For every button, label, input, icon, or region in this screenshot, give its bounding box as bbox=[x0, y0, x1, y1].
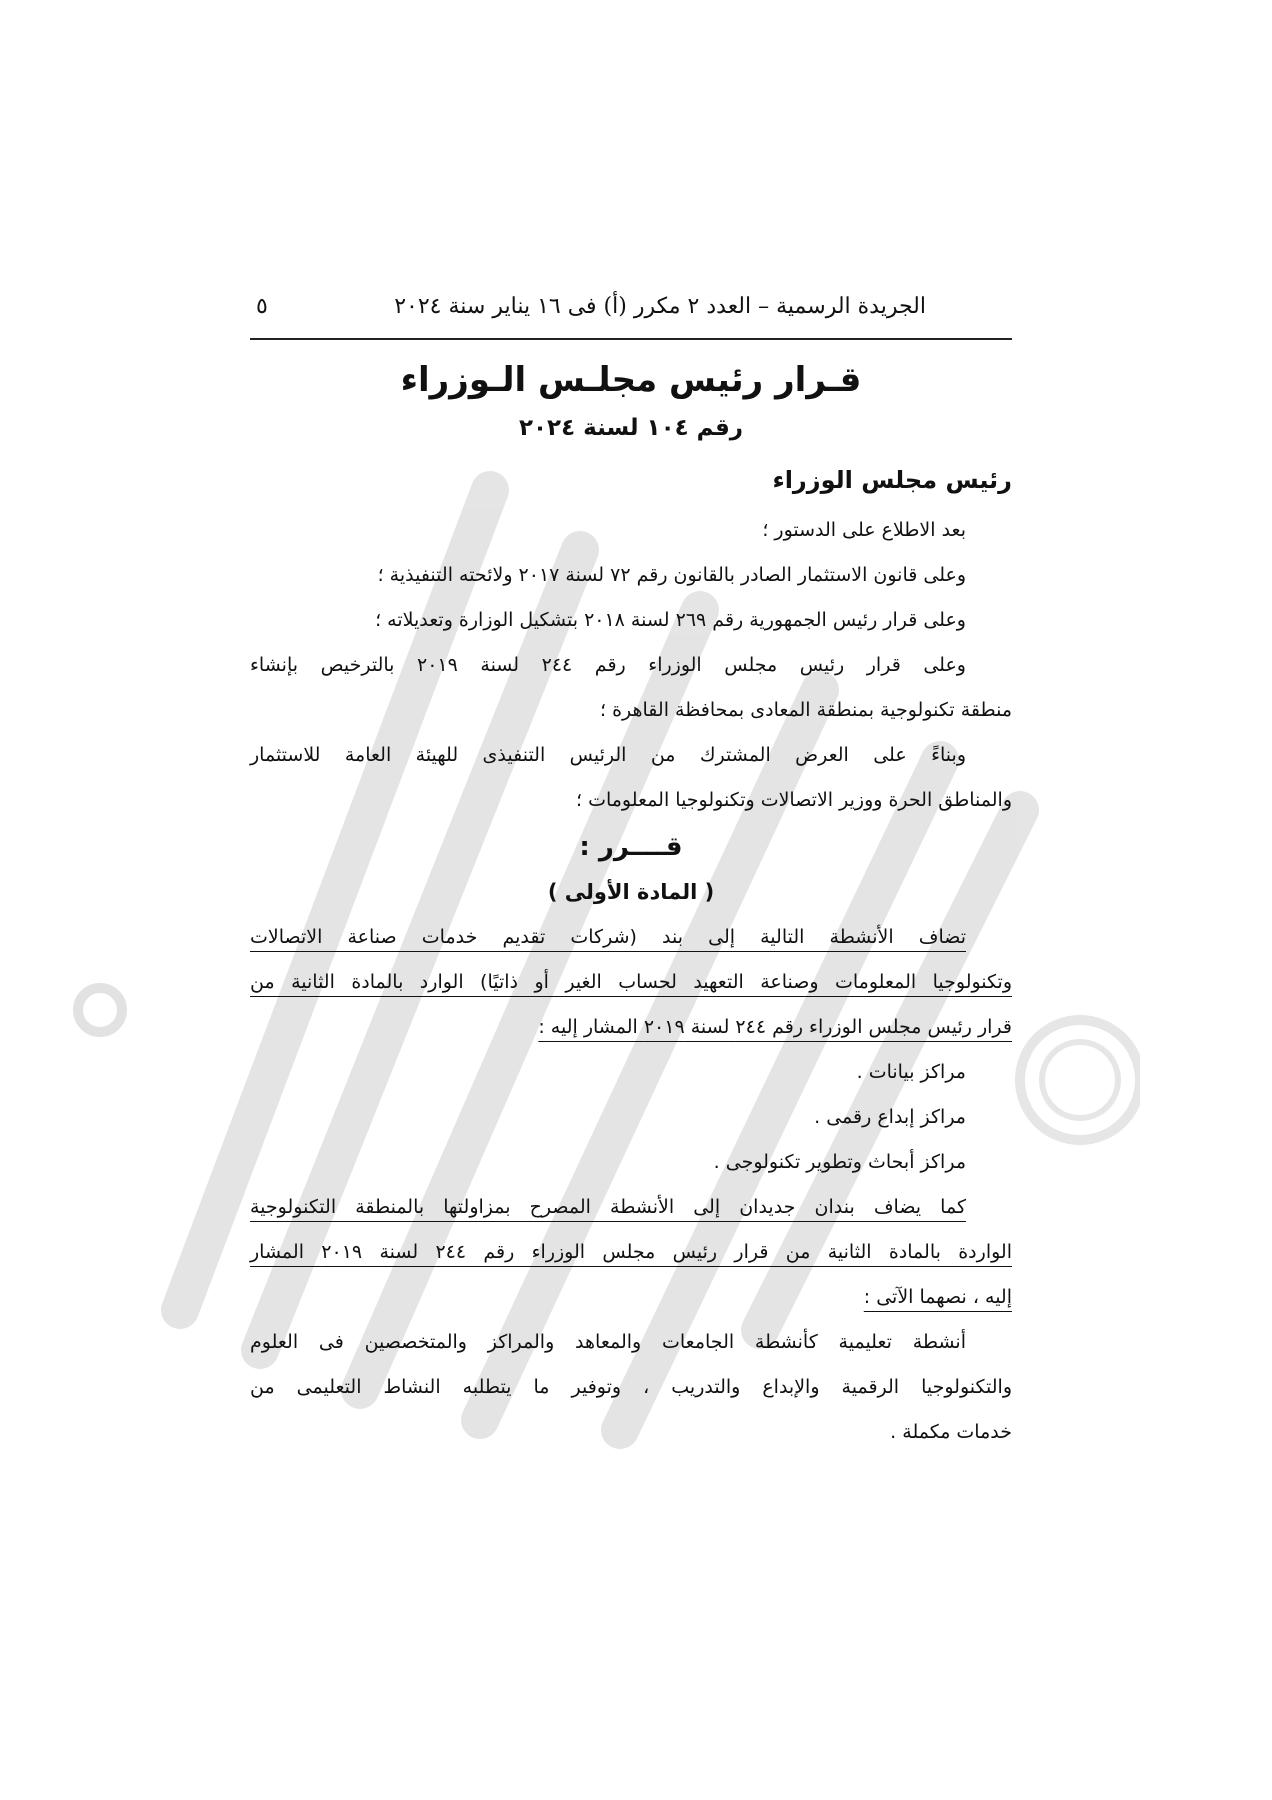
article-one-heading: ( المادة الأولى ) bbox=[547, 880, 715, 904]
decided-heading: قــــرر : bbox=[579, 832, 683, 862]
preamble-line: وعلى قانون الاستثمار الصادر بالقانون رقم ٧٢ لسنة ٢٠١٧ ولائحته التنفيذية ؛ bbox=[377, 564, 966, 586]
activity-item: مراكز أبحاث وتطوير تكنولوجى . bbox=[713, 1151, 966, 1173]
education-line: خدمات مكملة . bbox=[890, 1421, 1012, 1443]
addition-line: إليه ، نصهما الآتى : bbox=[863, 1286, 1012, 1308]
addition-line: الواردة بالمادة الثانية من قرار رئيس مجلس الوزراء رقم ٢٤٤ لسنة ٢٠١٩ المشار bbox=[250, 1241, 1012, 1263]
preamble-line: وبناءً على العرض المشترك من الرئيس التنفيذى للهيئة العامة للاستثمار bbox=[250, 744, 966, 766]
preamble-line: بعد الاطلاع على الدستور ؛ bbox=[762, 519, 966, 541]
preamble-line: وعلى قرار رئيس مجلس الوزراء رقم ٢٤٤ لسنة ٢٠١٩ بالترخيص بإنشاء bbox=[250, 654, 966, 676]
addition-line: كما يضاف بندان جديدان إلى الأنشطة المصرح بمزاولتها بالمنطقة التكنولوجية bbox=[250, 1196, 966, 1218]
preamble-line: والمناطق الحرة ووزير الاتصالات وتكنولوجيا المعلومات ؛ bbox=[575, 789, 1012, 811]
decree-number: رقم ١٠٤ لسنة ٢٠٢٤ bbox=[518, 415, 744, 441]
article-paragraph-line: قرار رئيس مجلس الوزراء رقم ٢٤٤ لسنة ٢٠١٩ المشار إليه : bbox=[538, 1016, 1012, 1038]
gazette-header bbox=[250, 290, 1012, 340]
preamble-line: وعلى قرار رئيس الجمهورية رقم ٢٦٩ لسنة ٢٠١٨ بتشكيل الوزارة وتعديلاته ؛ bbox=[375, 609, 966, 631]
issuer-heading: رئيس مجلس الوزراء bbox=[772, 466, 1012, 494]
education-line: أنشطة تعليمية كأنشطة الجامعات والمعاهد والمراكز والمتخصصين فى العلوم bbox=[250, 1331, 966, 1353]
decree-title: قـرار رئيس مجلـس الـوزراء bbox=[400, 360, 862, 400]
gazette-page bbox=[250, 0, 1012, 1800]
article-paragraph-line: وتكنولوجيا المعلومات وصناعة التعهيد لحساب الغير أو ذاتيًا) الوارد بالمادة الثانية من bbox=[250, 971, 1012, 993]
preamble-line: منطقة تكنولوجية بمنطقة المعادى بمحافظة القاهرة ؛ bbox=[599, 699, 1012, 721]
gazette-title: الجريدة الرسمية – العدد ٢ مكرر (أ) فى ١٦ يناير سنة ٢٠٢٤ bbox=[394, 294, 926, 319]
decree-body bbox=[250, 508, 1012, 1455]
education-line: والتكنولوجيا الرقمية والإبداع والتدريب ، وتوفير ما يتطلبه النشاط التعليمى من bbox=[250, 1376, 1012, 1398]
article-paragraph-line: تضاف الأنشطة التالية إلى بند (شركات تقديم خدمات صناعة الاتصالات bbox=[250, 926, 966, 948]
page-number: ٥ bbox=[256, 294, 268, 319]
activity-item: مراكز إبداع رقمى . bbox=[814, 1106, 966, 1128]
activity-item: مراكز بيانات . bbox=[856, 1061, 966, 1083]
